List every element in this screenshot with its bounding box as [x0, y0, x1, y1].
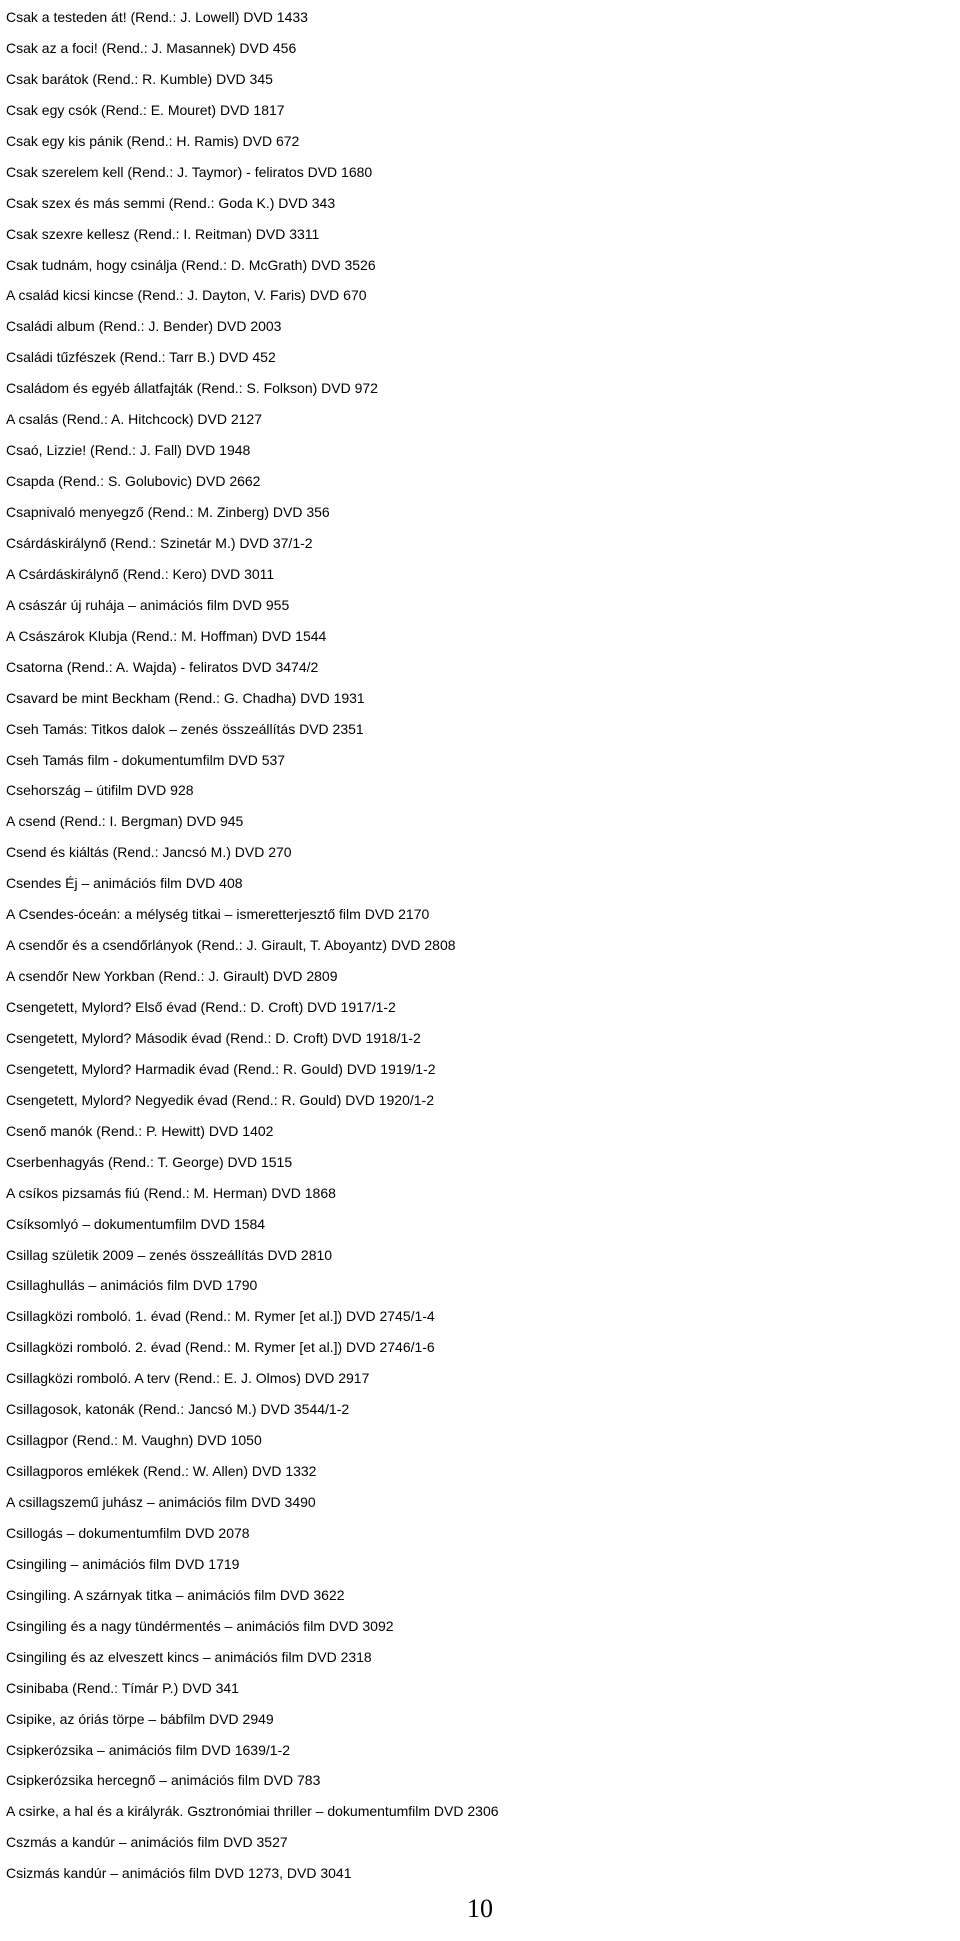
catalog-entry: A Csendes-óceán: a mélység titkai – ismeretterjesztő film DVD 2170	[6, 906, 430, 923]
catalog-entry: Cszmás a kandúr – animációs film DVD 3527	[6, 1834, 288, 1851]
catalog-entry: Csillaghullás – animációs film DVD 1790	[6, 1277, 258, 1294]
catalog-entry: Csillagosok, katonák (Rend.: Jancsó M.) DVD 3544/1-2	[6, 1401, 350, 1418]
catalog-entry: Csíksomlyó – dokumentumfilm DVD 1584	[6, 1215, 266, 1232]
catalog-entry: Csizmás kandúr – animációs film DVD 1273, DVD 3041	[6, 1865, 352, 1882]
catalog-entry: Csinibaba (Rend.: Tímár P.) DVD 341	[6, 1679, 239, 1696]
catalog-entry: A Csárdáskirálynő (Rend.: Kero) DVD 3011	[6, 565, 275, 582]
catalog-entry: Csárdáskirálynő (Rend.: Szinetár M.) DVD 37/1-2	[6, 534, 313, 551]
catalog-entry: Csillagközi romboló. 1. évad (Rend.: M. Rymer [et al.]) DVD 2745/1-4	[6, 1308, 435, 1325]
catalog-entry: Csenő manók (Rend.: P. Hewitt) DVD 1402	[6, 1122, 274, 1139]
page-number: 10	[467, 1894, 493, 1923]
catalog-entry: Csapda (Rend.: S. Golubovic) DVD 2662	[6, 473, 261, 490]
catalog-entry: Családi album (Rend.: J. Bender) DVD 2003	[6, 318, 282, 335]
catalog-entry: Csipkerózsika hercegnő – animációs film DVD 783	[6, 1772, 321, 1789]
catalog-entry: Cseh Tamás film - dokumentumfilm DVD 537	[6, 751, 286, 768]
catalog-entry: Csak tudnám, hogy csinálja (Rend.: D. McGrath) DVD 3526	[6, 256, 376, 273]
catalog-entry: Csengetett, Mylord? Második évad (Rend.: D. Croft) DVD 1918/1-2	[6, 1029, 421, 1046]
catalog-entry: Csend és kiáltás (Rend.: Jancsó M.) DVD 270	[6, 844, 292, 861]
catalog-entry: Csingiling és az elveszett kincs – animációs film DVD 2318	[6, 1648, 372, 1665]
catalog-entry: Csak szexre kellesz (Rend.: I. Reitman) DVD 3311	[6, 225, 320, 242]
catalog-entry: Csillag születik 2009 – zenés összeállítás DVD 2810	[6, 1246, 333, 1263]
catalog-entry: A csirke, a hal és a királyrák. Gsztronómiai thriller – dokumentumfilm DVD 2306	[6, 1803, 499, 1820]
catalog-entry: A csend (Rend.: I. Bergman) DVD 945	[6, 813, 244, 830]
catalog-entry: A csillagszemű juhász – animációs film DVD 3490	[6, 1494, 316, 1510]
catalog-entry: Csak a testeden át! (Rend.: J. Lowell) DVD 1433	[6, 9, 308, 25]
catalog-entry: Csak egy kis pánik (Rend.: H. Ramis) DVD 672	[6, 132, 300, 149]
catalog-entry: Csavard be mint Beckham (Rend.: G. Chadha) DVD 1931	[6, 689, 365, 706]
catalog-entry: Csak barátok (Rend.: R. Kumble) DVD 345	[6, 70, 273, 87]
catalog-entry: A Császárok Klubja (Rend.: M. Hoffman) DVD 1544	[6, 627, 327, 644]
catalog-entry: A csíkos pizsamás fiú (Rend.: M. Herman) DVD 1868	[6, 1184, 336, 1201]
catalog-entry: Csillagközi romboló. A terv (Rend.: E. J. Olmos) DVD 2917	[6, 1370, 370, 1387]
catalog-entry: Csehország – útifilm DVD 928	[6, 782, 194, 799]
catalog-entry: Csillagközi romboló. 2. évad (Rend.: M. Rymer [et al.]) DVD 2746/1-6	[6, 1339, 435, 1356]
catalog-entry: Csaó, Lizzie! (Rend.: J. Fall) DVD 1948	[6, 442, 251, 459]
catalog-entry: Csillogás – dokumentumfilm DVD 2078	[6, 1524, 250, 1541]
catalog-entry: Cserbenhagyás (Rend.: T. George) DVD 1515	[6, 1153, 293, 1170]
catalog-entry: Csak szerelem kell (Rend.: J. Taymor) - feliratos DVD 1680	[6, 163, 373, 180]
catalog-entry: Csingiling. A szárnyak titka – animációs film DVD 3622	[6, 1586, 345, 1603]
catalog-entry: Csengetett, Mylord? Negyedik évad (Rend.: R. Gould) DVD 1920/1-2	[6, 1091, 434, 1108]
catalog-entry: Csak az a foci! (Rend.: J. Masannek) DVD 456	[6, 39, 297, 56]
catalog-entry: Csak szex és más semmi (Rend.: Goda K.) DVD 343	[6, 194, 336, 211]
catalog-entry: Csillagporos emlékek (Rend.: W. Allen) DVD 1332	[6, 1463, 317, 1480]
catalog-entry: Családom és egyéb állatfajták (Rend.: S. Folkson) DVD 972	[6, 380, 378, 397]
catalog-entry: Csipike, az óriás törpe – bábfilm DVD 2949	[6, 1710, 274, 1727]
catalog-entry: Csak egy csók (Rend.: E. Mouret) DVD 1817	[6, 101, 285, 118]
catalog-entry: A csendőr New Yorkban (Rend.: J. Girault) DVD 2809	[6, 968, 338, 985]
catalog-entry: Csendes Éj – animációs film DVD 408	[6, 875, 243, 892]
catalog-entry: A csalás (Rend.: A. Hitchcock) DVD 2127	[6, 411, 262, 428]
catalog-entry: A család kicsi kincse (Rend.: J. Dayton, V. Faris) DVD 670	[6, 287, 367, 304]
catalog-entry: Csingiling és a nagy tündérmentés – animációs film DVD 3092	[6, 1617, 394, 1634]
catalog-entry: Csingiling – animációs film DVD 1719	[6, 1555, 240, 1572]
catalog-entry: Családi tűzfészek (Rend.: Tarr B.) DVD 452	[6, 349, 276, 366]
catalog-entry: A császár új ruhája – animációs film DVD 955	[6, 596, 290, 613]
catalog-entry: A csendőr és a csendőrlányok (Rend.: J. Girault, T. Aboyantz) DVD 2808	[6, 937, 456, 954]
dvd-catalog-list	[6, 2, 956, 1889]
catalog-entry: Csengetett, Mylord? Első évad (Rend.: D. Croft) DVD 1917/1-2	[6, 999, 396, 1015]
catalog-entry: Csatorna (Rend.: A. Wajda) - feliratos DVD 3474/2	[6, 658, 319, 675]
catalog-entry: Csipkerózsika – animációs film DVD 1639/1-2	[6, 1741, 290, 1758]
catalog-entry: Csillagpor (Rend.: M. Vaughn) DVD 1050	[6, 1432, 262, 1449]
catalog-entry: Csengetett, Mylord? Harmadik évad (Rend.: R. Gould) DVD 1919/1-2	[6, 1060, 436, 1077]
catalog-entry: Cseh Tamás: Titkos dalok – zenés összeállítás DVD 2351	[6, 720, 364, 737]
catalog-entry: Csapnivaló menyegző (Rend.: M. Zinberg) DVD 356	[6, 504, 330, 520]
